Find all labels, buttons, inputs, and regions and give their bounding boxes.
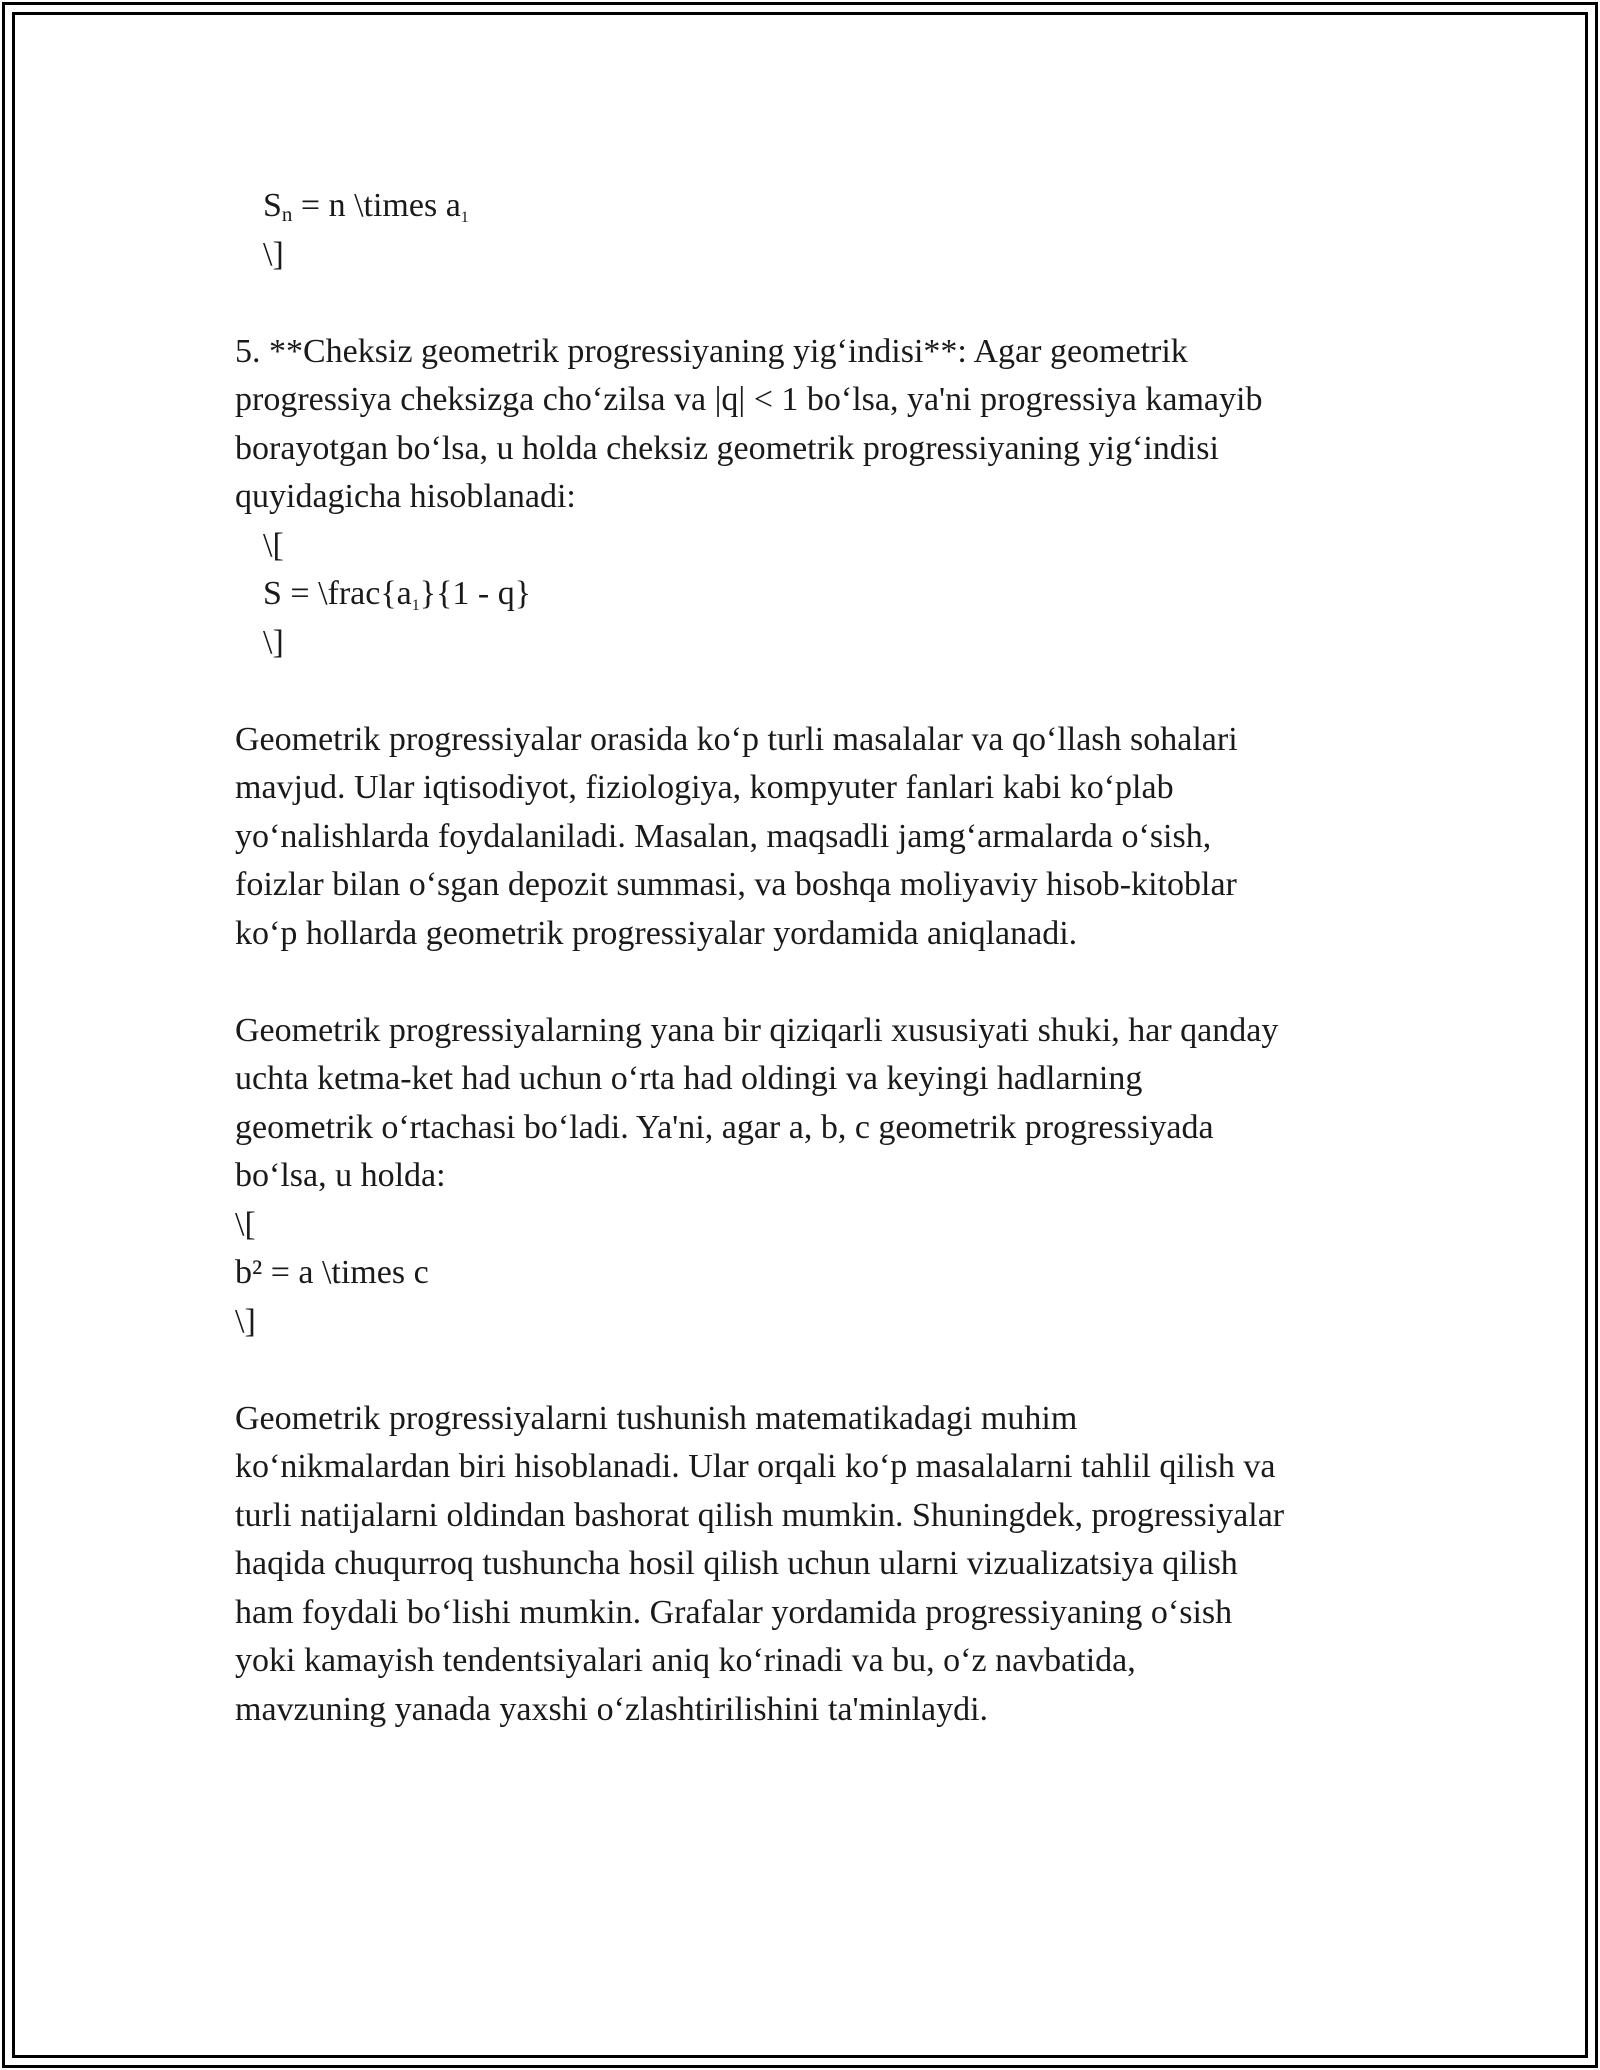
sum-lhs-sub: n bbox=[281, 202, 293, 226]
paragraph-line: ham foydali bo‘lishi mumkin. Grafalar yordamida progressiyaning o‘sish bbox=[235, 1593, 1233, 1631]
paragraph-line: ko‘nikmalardan biri hisoblanadi. Ular orqali ko‘p masalalarni tahlil qilish va bbox=[235, 1448, 1276, 1485]
paragraph-line: bo‘lsa, u holda: bbox=[235, 1157, 446, 1194]
formula-open: \[ bbox=[235, 1205, 256, 1243]
paragraph-line: geometrik o‘rtachasi bo‘ladi. Ya'ni, agar a, b, c geometrik progressiyada bbox=[235, 1108, 1214, 1146]
infinite-sum-formula bbox=[235, 570, 1395, 619]
blank-line bbox=[235, 667, 1395, 716]
item5-line: progressiya cheksizga cho‘zilsa va |q| < 1 bo‘lsa, ya'ni progressiya kamayib bbox=[235, 381, 1263, 418]
infinite-sum-sub: 1 bbox=[411, 597, 420, 614]
blank-line bbox=[235, 958, 1395, 1007]
paragraph-line: Geometrik progressiyalar orasida ko‘p turli masalalar va qo‘llash sohalari bbox=[235, 720, 1238, 758]
formula-open: \[ bbox=[263, 526, 284, 564]
geometric-mean-formula: b² = a \times c bbox=[235, 1254, 429, 1291]
item5-line: 5. **Cheksiz geometrik progressiyaning yig‘indisi**: Agar geometrik bbox=[235, 332, 1188, 370]
paragraph-line: yo‘nalishlarda foydalaniladi. Masalan, maqsadli jamg‘armalarda o‘sish, bbox=[235, 817, 1212, 855]
sum-rhs: = n \times a bbox=[292, 187, 461, 224]
blank-line bbox=[235, 1346, 1395, 1395]
infinite-sum-pre: S = \frac{a bbox=[263, 575, 412, 612]
sum-lhs-base: S bbox=[263, 187, 282, 224]
sum-rhs-sub: 1 bbox=[460, 209, 469, 226]
blank-line bbox=[235, 279, 1395, 328]
paragraph-line: Geometrik progressiyalarni tushunish matematikadagi muhim bbox=[235, 1399, 1078, 1437]
paragraph-line: uchta ketma-ket had uchun o‘rta had oldingi va keyingi hadlarning bbox=[235, 1060, 1143, 1097]
formula-close: \] bbox=[235, 1302, 256, 1340]
paragraph-line: Geometrik progressiyalarning yana bir qiziqarli xususiyati shuki, har qanday bbox=[235, 1011, 1279, 1049]
paragraph-line: ko‘p hollarda geometrik progressiyalar yordamida aniqlanadi. bbox=[235, 914, 1078, 952]
formula-close: \] bbox=[263, 235, 284, 273]
paragraph-line: yoki kamayish tendentsiyalari aniq ko‘rinadi va bu, o‘z navbatida, bbox=[235, 1642, 1136, 1679]
paragraph-line: haqida chuqurroq tushuncha hosil qilish uchun ularni vizualizatsiya qilish bbox=[235, 1545, 1238, 1582]
item5-line: borayotgan bo‘lsa, u holda cheksiz geometrik progressiyaning yig‘indisi bbox=[235, 429, 1219, 467]
infinite-sum-post: }{1 - q} bbox=[419, 575, 532, 612]
paragraph-line: mavzuning yanada yaxshi o‘zlashtirilishini ta'minlaydi. bbox=[235, 1690, 989, 1728]
document-body bbox=[235, 182, 1395, 1734]
paragraph-line: foizlar bilan o‘sgan depozit summasi, va boshqa moliyaviy hisob-kitoblar bbox=[235, 866, 1237, 903]
item5-line: quyidagicha hisoblanadi: bbox=[235, 478, 576, 515]
formula-close: \] bbox=[263, 623, 284, 661]
paragraph-line: mavjud. Ular iqtisodiyot, fiziologiya, kompyuter fanlari kabi ko‘plab bbox=[235, 769, 1174, 806]
sum-formula bbox=[235, 182, 1395, 231]
paragraph-line: turli natijalarni oldindan bashorat qilish mumkin. Shuningdek, progressiyalar bbox=[235, 1496, 1285, 1534]
